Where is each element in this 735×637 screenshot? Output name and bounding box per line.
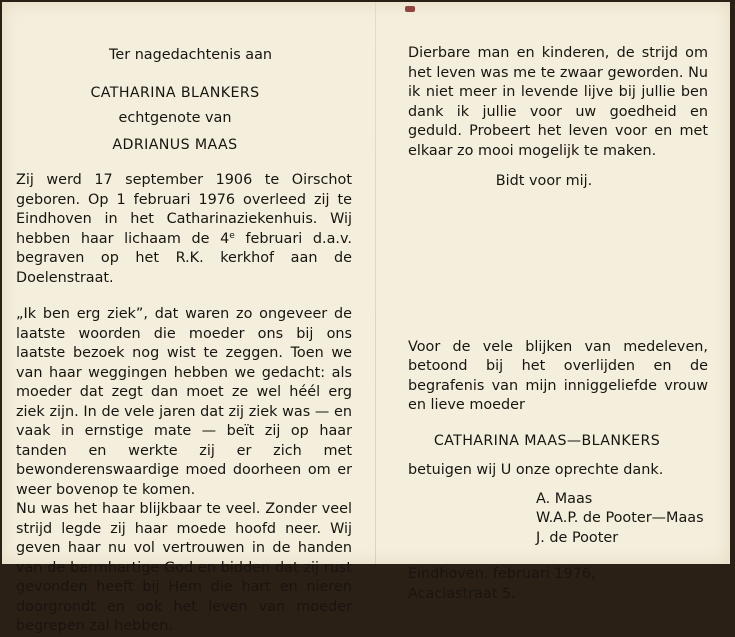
prayer-line: Bidt voor mij.: [495, 173, 593, 189]
last-words-paragraph: „Ik ben erg ziek”, dat waren zo ongeveer de laatste woorden die moeder ons bij ons laatste bezoek nog wist te zeggen. Toen we van haar weggingen hebben we gedacht: als moeder dat zegt dan moet ze wel héél erg ziek zijn. In de vele jaren dat zij ziek was — en vaak in ernstige mate — beït zij op haar tanden en werkte zij er zich met bewonderenswaardige moed doorheen om er weer bovenop te komen.: [16, 306, 352, 498]
address: Acaciastraat 5.: [408, 585, 516, 602]
farewell-paragraph: Dierbare man en kinderen, de strijd om het leven was me te zwaar geworden. Nu ik niet meer in levende lijve bij jullie ben dank ik jullie voor uw goedheid en geduld. Probeert het leven voor en met elkaar zo mooi mogelijk te maken.: [408, 45, 708, 159]
bio-text-1: Zij werd 17 september 1906 te Oirschot geboren. Op 1 februari 1976 overleed zij te Eindhoven in het Catharinaziekenhuis. Wij hebben haar lichaam de 4: [16, 172, 352, 247]
bio-paragraph: [16, 171, 352, 288]
signers-list: [536, 490, 708, 549]
thanks-intro: Voor de vele blijken van medeleven, betoond bij het overlijden en de begrafenis van mijn inniggeliefde vrouw en lieve moeder: [408, 338, 708, 413]
place-date: Eindhoven, februari 1976,: [408, 566, 596, 582]
thanks-line: betuigen wij U onze oprechte dank.: [408, 462, 664, 478]
right-page: [408, 44, 708, 604]
spouse-name: ADRIANUS MAAS: [112, 136, 238, 153]
deceased-name: CATHARINA BLANKERS: [90, 84, 260, 101]
full-name: CATHARINA MAAS—BLANKERS: [433, 432, 661, 449]
spouse-intro: echtgenote van: [118, 110, 232, 126]
signer: J. de Pooter: [536, 529, 619, 546]
red-mark: [405, 6, 415, 12]
bio-superscript: e: [229, 230, 235, 241]
left-page: [16, 46, 352, 637]
signer: A. Maas: [536, 490, 593, 507]
bio-text-2: februari d.a.v. begraven op het R.K. kerkhof aan de Doelenstraat.: [16, 230, 352, 286]
signer: W.A.P. de Pooter—Maas: [536, 510, 704, 526]
closing-paragraph: Nu was het haar blijkbaar te veel. Zonder veel strijd legde zij haar moede hoofd neer. Wij geven haar nu vol vertrouwen in de handen van de barmhartige God en bidden dat zij rust gevonden heeft bij Hem die hart en nieren doorgrondt en ook het leven van moeder begrepen zal hebben.: [16, 501, 352, 634]
intro-line: Ter nagedachtenis aan: [109, 47, 273, 63]
memorial-card: [2, 2, 730, 634]
card-fold: [375, 2, 376, 564]
